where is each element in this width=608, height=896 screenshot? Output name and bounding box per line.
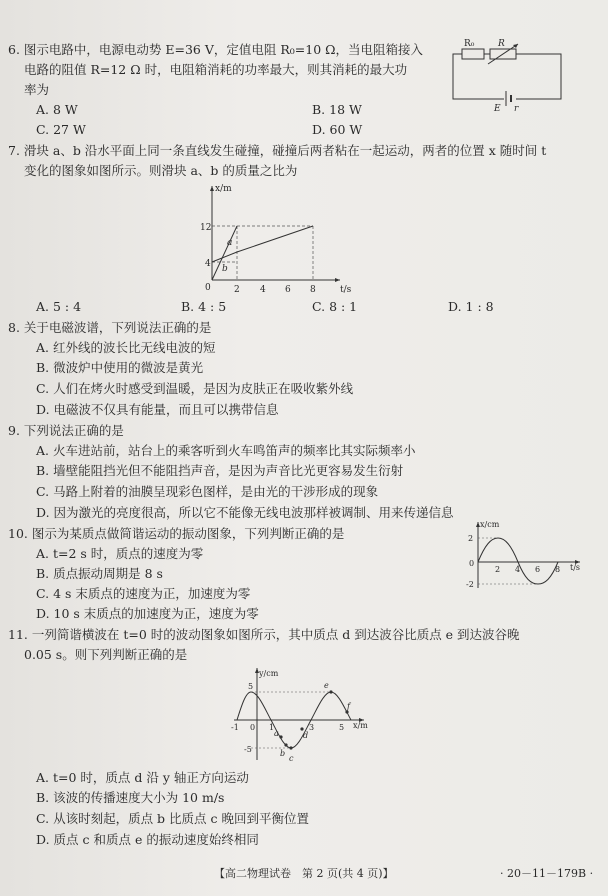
q11-point-a: a xyxy=(274,729,279,738)
q6-line1: 6. 图示电路中，电源电动势 E=36 V，定值电阻 R₀=10 Ω，当电阻箱接入 xyxy=(8,42,423,57)
q10-sine-curve xyxy=(478,538,561,584)
q10-stem: 10. 图示为某质点做简谐运动的振动图象，下列判断正确的是 xyxy=(8,526,345,541)
q10-option-b: B. 质点振动周期是 8 s xyxy=(36,566,163,581)
q7-x-axis-label: t/s xyxy=(340,285,352,295)
page-footer: 【高二物理试卷 第 2 页(共 4 页)】 xyxy=(214,867,394,880)
q11-line1: 11. 一列简谐横波在 t=0 时的波动图象如图所示，其中质点 d 到达波谷比质点 e 到达波谷晚 xyxy=(8,627,520,642)
q7-option-b: B. 4 : 5 xyxy=(181,299,227,314)
q10-xtick-2: 2 xyxy=(495,565,501,574)
q7-ytick-4: 4 xyxy=(205,259,211,269)
q7-option-a: A. 5 : 4 xyxy=(36,299,82,314)
q8-option-c: C. 人们在烤火时感受到温暖，是因为皮肤正在吸收紫外线 xyxy=(36,381,354,396)
label-r0: R₀ xyxy=(464,39,475,49)
q10-xtick-6: 6 xyxy=(535,565,541,574)
q8-option-b: B. 微波炉中使用的微波是黄光 xyxy=(36,360,204,375)
q11-option-c: C. 从该时刻起，质点 b 比质点 c 晚回到平衡位置 xyxy=(36,811,309,826)
q11-option-a: A. t=0 时，质点 d 沿 y 轴正方向运动 xyxy=(36,770,249,785)
q6-option-c: C. 27 W xyxy=(36,122,86,137)
q6-circuit-diagram xyxy=(450,38,568,114)
q10-option-a: A. t=2 s 时，质点的速度为零 xyxy=(36,546,204,561)
exam-code: · 20－11－179B · xyxy=(500,867,594,880)
q7-position-time-graph xyxy=(190,180,350,298)
q10-ytick-2: 2 xyxy=(468,534,474,543)
q7-ytick-12: 12 xyxy=(200,223,212,233)
q6-option-b: B. 18 W xyxy=(312,102,362,117)
q10-y-axis-label: x/cm xyxy=(480,520,500,529)
q8-option-d: D. 电磁波不仅具有能量，而且可以携带信息 xyxy=(36,402,279,417)
q6-line2: 电路的阻值 R=12 Ω 时，电阻箱消耗的功率最大，则其消耗的最大功 xyxy=(24,62,408,77)
q7-xtick-8: 8 xyxy=(310,285,316,295)
q9-option-c: C. 马路上附着的油膜呈现彩色图样，是由光的干涉形成的现象 xyxy=(36,484,379,499)
q11-option-b: B. 该波的传播速度大小为 10 m/s xyxy=(36,790,225,805)
q11-wave-graph xyxy=(226,664,376,764)
q9-option-a: A. 火车进站前，站台上的乘客听到火车鸣笛声的频率比其实际频率小 xyxy=(36,443,416,458)
q10-option-d: D. 10 s 末质点的加速度为正，速度为零 xyxy=(36,606,259,621)
q11-xtick-minus1: -1 xyxy=(231,723,239,732)
resistor-r0 xyxy=(462,49,484,59)
q6-line3: 率为 xyxy=(24,82,50,97)
q7-label-b: b xyxy=(222,264,228,274)
q11-x-axis-label: x/m xyxy=(353,721,368,730)
q10-option-c: C. 4 s 末质点的速度为正，加速度为零 xyxy=(36,586,251,601)
q11-point-d: d xyxy=(303,731,309,740)
q7-option-d: D. 1 : 8 xyxy=(448,299,494,314)
q11-xtick-3: 3 xyxy=(309,723,315,732)
q6-option-a: A. 8 W xyxy=(36,102,78,117)
q7-xtick-4: 4 xyxy=(260,285,266,295)
q7-xtick-2: 2 xyxy=(234,285,240,295)
q10-ytick-minus2: -2 xyxy=(466,580,474,589)
q9-option-b: B. 墙壁能阻挡光但不能阻挡声音，是因为声音比光更容易发生衍射 xyxy=(36,463,404,478)
q11-ytick-minus5: -5 xyxy=(244,745,252,754)
q11-ytick-5: 5 xyxy=(248,682,254,691)
q11-line2: 0.05 s。则下列判断正确的是 xyxy=(24,647,188,662)
q11-point-c: c xyxy=(289,754,294,763)
q11-y-axis-label: y/cm xyxy=(259,669,279,678)
q7-origin: 0 xyxy=(205,283,211,293)
q9-stem: 9. 下列说法正确的是 xyxy=(8,423,124,438)
q11-point-e: e xyxy=(324,681,329,690)
q7-line2: 变化的图象如图所示。则滑块 a、b 的质量之比为 xyxy=(24,163,298,178)
q8-stem: 8. 关于电磁波谱，下列说法正确的是 xyxy=(8,320,212,335)
label-e: E xyxy=(494,104,501,114)
q11-point-f: f xyxy=(347,702,350,711)
q8-option-a: A. 红外线的波长比无线电波的短 xyxy=(36,340,216,355)
q6-option-d: D. 60 W xyxy=(312,122,363,137)
q7-option-c: C. 8 : 1 xyxy=(312,299,358,314)
q10-xtick-4: 4 xyxy=(515,565,521,574)
q11-xtick-5: 5 xyxy=(339,723,345,732)
q11-origin: 0 xyxy=(250,723,256,732)
q7-xtick-6: 6 xyxy=(285,285,291,295)
q7-label-a: a xyxy=(227,238,233,248)
q7-y-axis-label: x/m xyxy=(215,184,232,194)
q10-origin: 0 xyxy=(469,559,475,568)
q7-line-combined xyxy=(237,226,313,252)
q11-xtick-1: 1 xyxy=(269,723,275,732)
q10-xtick-8: 8 xyxy=(555,565,561,574)
label-r: R xyxy=(498,39,505,49)
q11-option-d: D. 质点 c 和质点 e 的振动速度始终相同 xyxy=(36,832,259,847)
q11-point-b: b xyxy=(280,749,286,758)
q10-x-axis-label: t/s xyxy=(570,563,581,572)
q10-vibration-graph xyxy=(458,518,588,594)
q9-option-d: D. 因为激光的亮度很高，所以它不能像无线电波那样被调制、用来传递信息 xyxy=(36,505,454,520)
label-r-internal: r xyxy=(514,104,519,114)
q7-line1: 7. 滑块 a、b 沿水平面上同一条直线发生碰撞，碰撞后两者粘在一起运动，两者的位置 x 随时间 t xyxy=(8,143,547,158)
